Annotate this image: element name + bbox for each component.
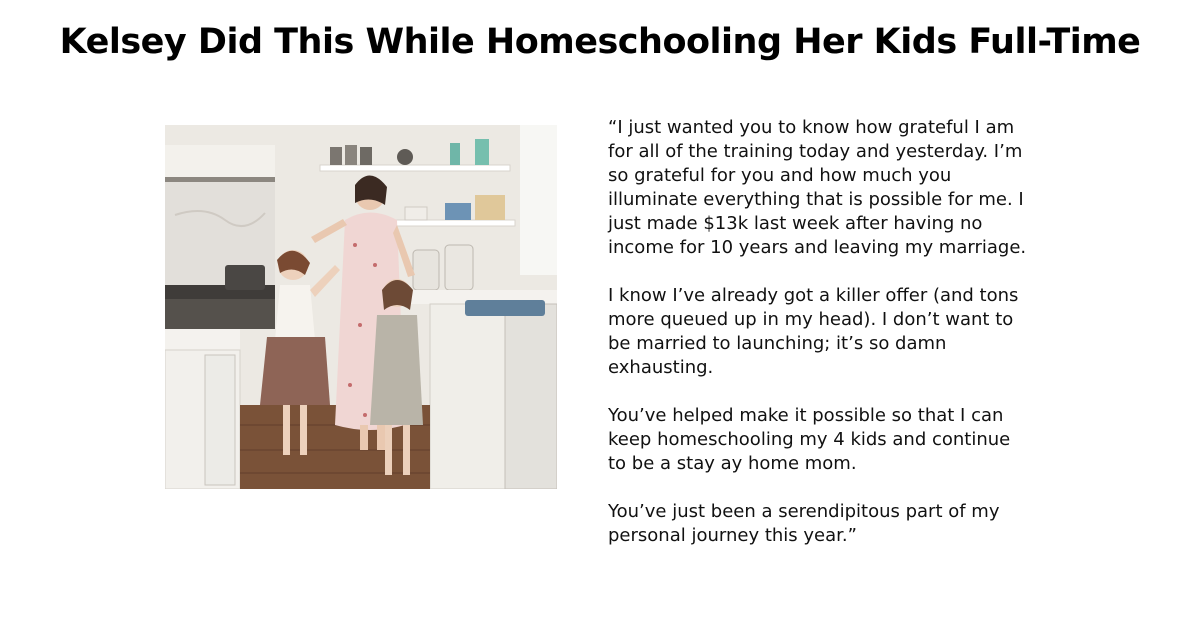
testimonial-paragraph: I know I’ve already got a killer offer (and tons more queued up in my head). I don’t want to be married to launching; it’s so damn exhausting.: [608, 285, 1019, 378]
page-title: Kelsey Did This While Homeschooling Her Kids Full-Time: [59, 22, 1141, 62]
testimonial-paragraph: You’ve just been a serendipitous part of my personal journey this year.”: [608, 501, 1000, 546]
testimonial-photo: [165, 125, 557, 489]
testimonial-quote: [608, 116, 1028, 572]
kitchen-scene-image: [165, 125, 557, 489]
testimonial-paragraph: “I just wanted you to know how grateful I am for all of the training today and yesterday. I’m so grateful for you and how much you illuminate everything that is possible for me. I just made $13k last week after having no income for 10 years and leaving my marriage.: [608, 117, 1027, 258]
testimonial-paragraph: You’ve helped make it possible so that I can keep homeschooling my 4 kids and continue to be a stay ay home mom.: [608, 405, 1011, 474]
